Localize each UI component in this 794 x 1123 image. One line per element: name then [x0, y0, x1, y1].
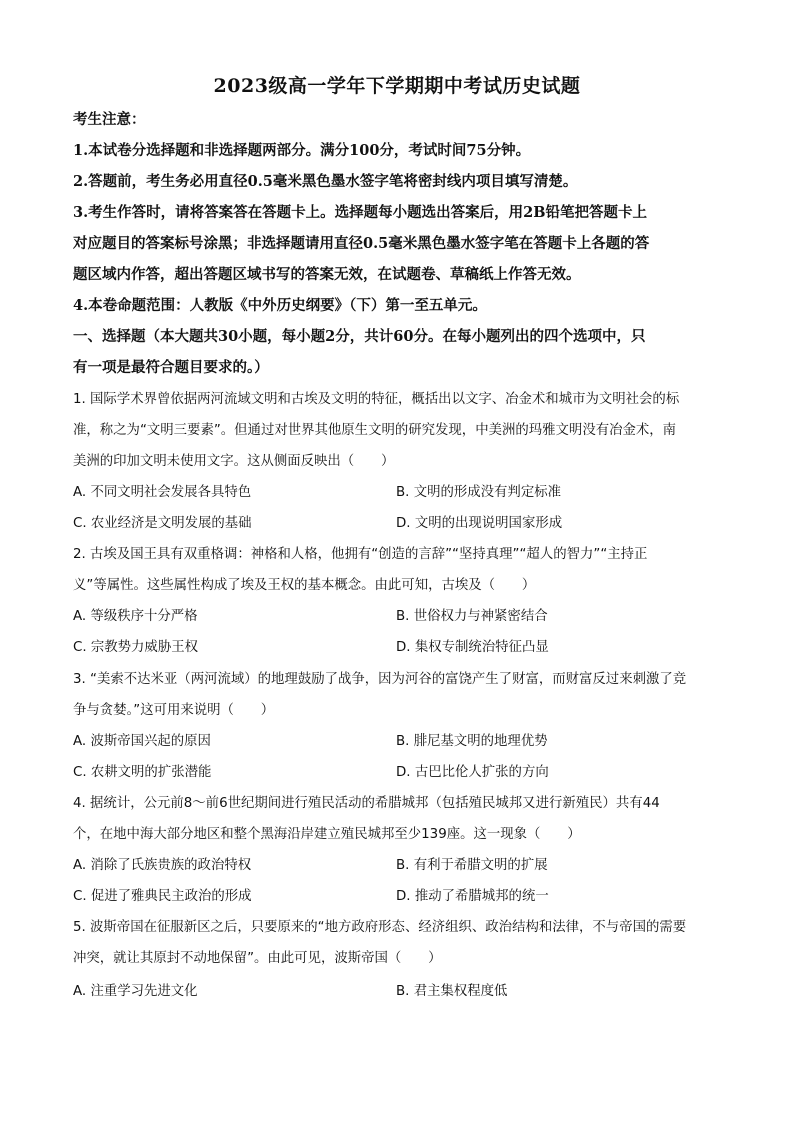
question-2-option-d[interactable]: D. 集权专制统治特征凸显: [396, 640, 549, 655]
question-5-option-a[interactable]: A. 注重学习先进文化: [73, 984, 198, 999]
section-heading-line-2: 有一项是最符合题目要求的。）: [73, 359, 269, 376]
question-1-option-b[interactable]: B. 文明的形成没有判定标准: [396, 485, 561, 500]
question-4-stem-line-2: 个，在地中海大部分地区和整个黑海沿岸建立殖民城邦至少139座。这一现象（ ）: [73, 827, 581, 842]
question-4-option-a[interactable]: A. 消除了氏族贵族的政治特权: [73, 858, 252, 873]
question-2-stem-line-2: 义”等属性。这些属性构成了埃及王权的基本概念。由此可知，古埃及（ ）: [73, 578, 536, 593]
notice-item-3-line-3: 题区域内作答，超出答题区域书写的答案无效，在试题卷、草稿纸上作答无效。: [73, 266, 581, 283]
question-5-stem-line-1: 5. 波斯帝国在征服新区之后，只要原来的“地方政府形态、经济组织、政治结构和法律，不与帝国的需要: [73, 920, 687, 935]
question-3-stem-line-1: 3. “美索不达米亚（两河流域）的地理鼓励了战争，因为河谷的富饶产生了财富，而财富反过来刺激了竞: [73, 672, 687, 687]
question-2-option-b[interactable]: B. 世俗权力与神紧密结合: [396, 609, 548, 624]
notice-item-3-line-2: 对应题目的答案标号涂黑；非选择题请用直径0.5毫米黑色墨水签字笔在答题卡上各题的答: [73, 235, 650, 252]
question-3-option-b[interactable]: B. 腓尼基文明的地理优势: [396, 734, 548, 749]
exam-title: 2023级高一学年下学期期中考试历史试题: [213, 75, 581, 97]
question-1-stem-line-3: 美洲的印加文明未使用文字。这从侧面反映出（ ）: [73, 454, 395, 469]
section-heading-line-1: 一、选择题（本大题共30小题，每小题2分，共计60分。在每小题列出的四个选项中，只: [73, 328, 646, 345]
question-3-option-c[interactable]: C. 农耕文明的扩张潜能: [73, 765, 212, 780]
question-3-option-d[interactable]: D. 古巴比伦人扩张的方向: [396, 765, 549, 780]
question-1-option-d[interactable]: D. 文明的出现说明国家形成: [396, 516, 563, 531]
question-4-option-b[interactable]: B. 有利于希腊文明的扩展: [396, 858, 548, 873]
question-2-stem-line-1: 2. 古埃及国王具有双重格调：神格和人格，他拥有“创造的言辞”“坚持真理”“超人的智力”“主持正: [73, 547, 648, 562]
question-1-option-a[interactable]: A. 不同文明社会发展各具特色: [73, 485, 252, 500]
question-2-option-a[interactable]: A. 等级秩序十分严格: [73, 609, 198, 624]
question-5-stem-line-2: 冲突，就让其原封不动地保留”。由此可见，波斯帝国（ ）: [73, 951, 442, 966]
question-1-stem-line-2: 准，称之为“文明三要素”。但通过对世界其他原生文明的研究发现，中美洲的玛雅文明没有冶金术，南: [73, 423, 677, 438]
question-4-option-c[interactable]: C. 促进了雅典民主政治的形成: [73, 889, 252, 904]
question-1-option-c[interactable]: C. 农业经济是文明发展的基础: [73, 516, 252, 531]
notice-item-4: 4.本卷命题范围：人教版《中外历史纲要》（下）第一至五单元。: [73, 297, 487, 314]
question-4-stem-line-1: 4. 据统计，公元前8～前6世纪期间进行殖民活动的希腊城邦（包括殖民城邦又进行新殖民）共有44: [73, 796, 660, 811]
question-4-option-d[interactable]: D. 推动了希腊城邦的统一: [396, 889, 549, 904]
question-2-option-c[interactable]: C. 宗教势力威胁王权: [73, 640, 198, 655]
notice-item-1: 1.本试卷分选择题和非选择题两部分。满分100分，考试时间75分钟。: [73, 142, 531, 159]
question-1-stem-line-1: 1. 国际学术界曾依据两河流域文明和古埃及文明的特征，概括出以文字、冶金术和城市为文明社会的标: [73, 392, 680, 407]
question-3-stem-line-2: 争与贪婪。”这可用来说明（ ）: [73, 703, 275, 718]
notice-item-3-line-1: 3.考生作答时，请将答案答在答题卡上。选择题每小题选出答案后，用2B铅笔把答题卡上: [73, 204, 647, 221]
question-3-option-a[interactable]: A. 波斯帝国兴起的原因: [73, 734, 211, 749]
notice-heading: 考生注意：: [73, 111, 146, 128]
question-5-option-b[interactable]: B. 君主集权程度低: [396, 984, 508, 999]
notice-item-2: 2.答题前，考生务必用直径0.5毫米黑色墨水签字笔将密封线内项目填写清楚。: [73, 173, 578, 190]
